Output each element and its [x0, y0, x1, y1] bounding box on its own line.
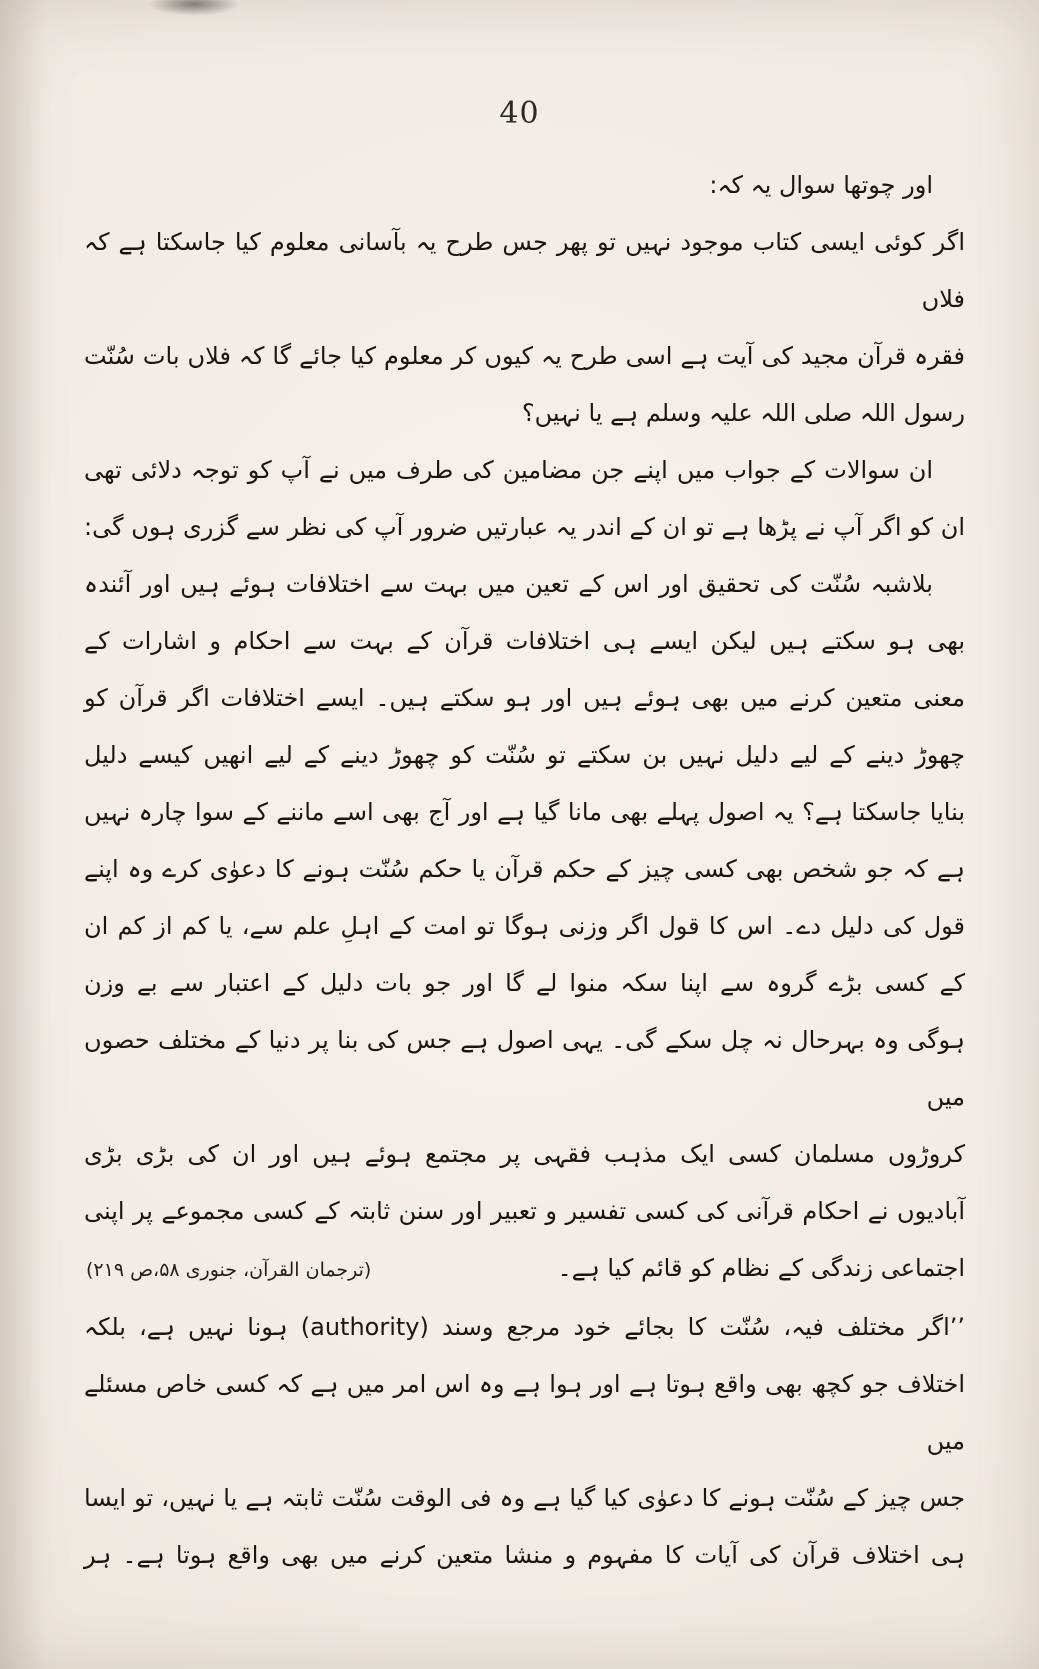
paragraph-question-intro	[84, 157, 965, 214]
text-line: بھی ہو سکتے ہیں لیکن ایسے ہی اختلافات قرآن کے بہت سے احکام و اشارات کے	[84, 627, 965, 655]
text-line: ہوگی وہ بہرحال نہ چل سکے گی۔ یہی اصول ہے جس کی بنا پر دنیا کے مختلف حصوں میں	[84, 1026, 965, 1111]
text-line: کروڑوں مسلمان کسی ایک مذہب فقہی پر مجتمع ہوئے ہیں اور ان کی بڑی بڑی	[84, 1140, 965, 1168]
paragraph-question-body	[84, 214, 965, 442]
text-line: بلاشبہ سُنّت کی تحقیق اور اس کے تعین میں بہت سے اختلافات ہوئے ہیں اور آئندہ	[84, 570, 933, 598]
text-line: قول کی دلیل دے۔ اس کا قول اگر وزنی ہوگا تو امت کے اہلِ علم سے، یا کم از کم ان	[84, 912, 965, 940]
text-line: ہی اختلاف قرآن کی آیات کا مفہوم و منشا متعین کرنے میں بھی واقع ہوتا ہے۔ ہر	[84, 1541, 965, 1569]
text-line: اجتماعی زندگی کے نظام کو قائم کیا ہے۔	[557, 1254, 965, 1282]
text-line: اور چوتھا سوال یہ کہ:	[709, 171, 933, 199]
text-line: رسول اللہ صلی اللہ علیہ وسلم ہے یا نہیں؟	[521, 399, 965, 427]
scan-smudge-artifact	[148, 0, 240, 16]
page-number: 40	[499, 96, 540, 131]
text-line: ’’اگر مختلف فیہ، سُنّت کا بجائے خود مرجع وسند (authority) ہونا نہیں ہے، بلکہ	[84, 1313, 965, 1341]
text-line: فقرہ قرآن مجید کی آیت ہے اسی طرح یہ کیوں کر معلوم کیا جائے گا کہ فلاں بات سُنّت	[84, 342, 965, 370]
text-line: ان کو اگر آپ نے پڑھا ہے تو ان کے اندر یہ عبارتیں ضرور آپ کی نظر سے گزری ہوں گی:	[84, 513, 965, 541]
paragraph-quoted-excerpt	[84, 556, 965, 1299]
text-line: اختلاف جو کچھ بھی واقع ہوتا ہے اور ہوا ہے وہ اس امر میں ہے کہ کسی خاص مسئلے میں	[84, 1370, 965, 1455]
paragraph-authority-discussion	[84, 1299, 965, 1584]
text-line: آبادیوں نے احکام قرآنی کی کسی تفسیر و تعبیر اور سنن ثابتہ کے کسی مجموعے پر اپنی	[84, 1197, 965, 1225]
text-block	[0, 157, 1039, 1584]
text-line: چھوڑ دینے کے لیے دلیل نہیں بن سکتے تو سُنّت کو چھوڑ دینے کے لیے انھیں کیسے دلیل	[84, 741, 965, 769]
citation-tarjuman-al-quran: (ترجمان القرآن، جنوری ۵۸،ص ۲۱۹)	[86, 1259, 372, 1281]
text-line: بنایا جاسکتا ہے؟ یہ اصول پہلے بھی مانا گیا ہے اور آج بھی اسے ماننے کے سوا چارہ نہیں	[84, 798, 965, 826]
text-line: کے کسی بڑے گروہ سے اپنا سکہ منوا لے گا اور جو بات دلیل کے اعتبار سے بے وزن	[84, 969, 965, 997]
text-line: اگر کوئی ایسی کتاب موجود نہیں تو پھر جس طرح یہ بآسانی معلوم کیا جاسکتا ہے کہ فلاں	[84, 228, 965, 313]
text-line: ان سوالات کے جواب میں اپنے جن مضامین کی طرف میں نے آپ کو توجہ دلائی تھی	[84, 456, 933, 484]
text-line: معنی متعین کرنے میں بھی ہوئے ہیں اور ہو سکتے ہیں۔ ایسے اختلافات اگر قرآن کو	[84, 684, 965, 712]
text-line: جس چیز کے سُنّت ہونے کا دعوٰی کیا گیا ہے وہ فی الوقت سُنّت ثابتہ ہے یا نہیں، تو ایسا	[84, 1484, 965, 1512]
text-line: ہے کہ جو شخص بھی کسی چیز کے حکم قرآن یا حکم سُنّت ہونے کا دعوٰی کرے وہ اپنے	[84, 855, 965, 883]
reference-line	[84, 1240, 965, 1299]
paragraph-answer-intro	[84, 442, 965, 556]
